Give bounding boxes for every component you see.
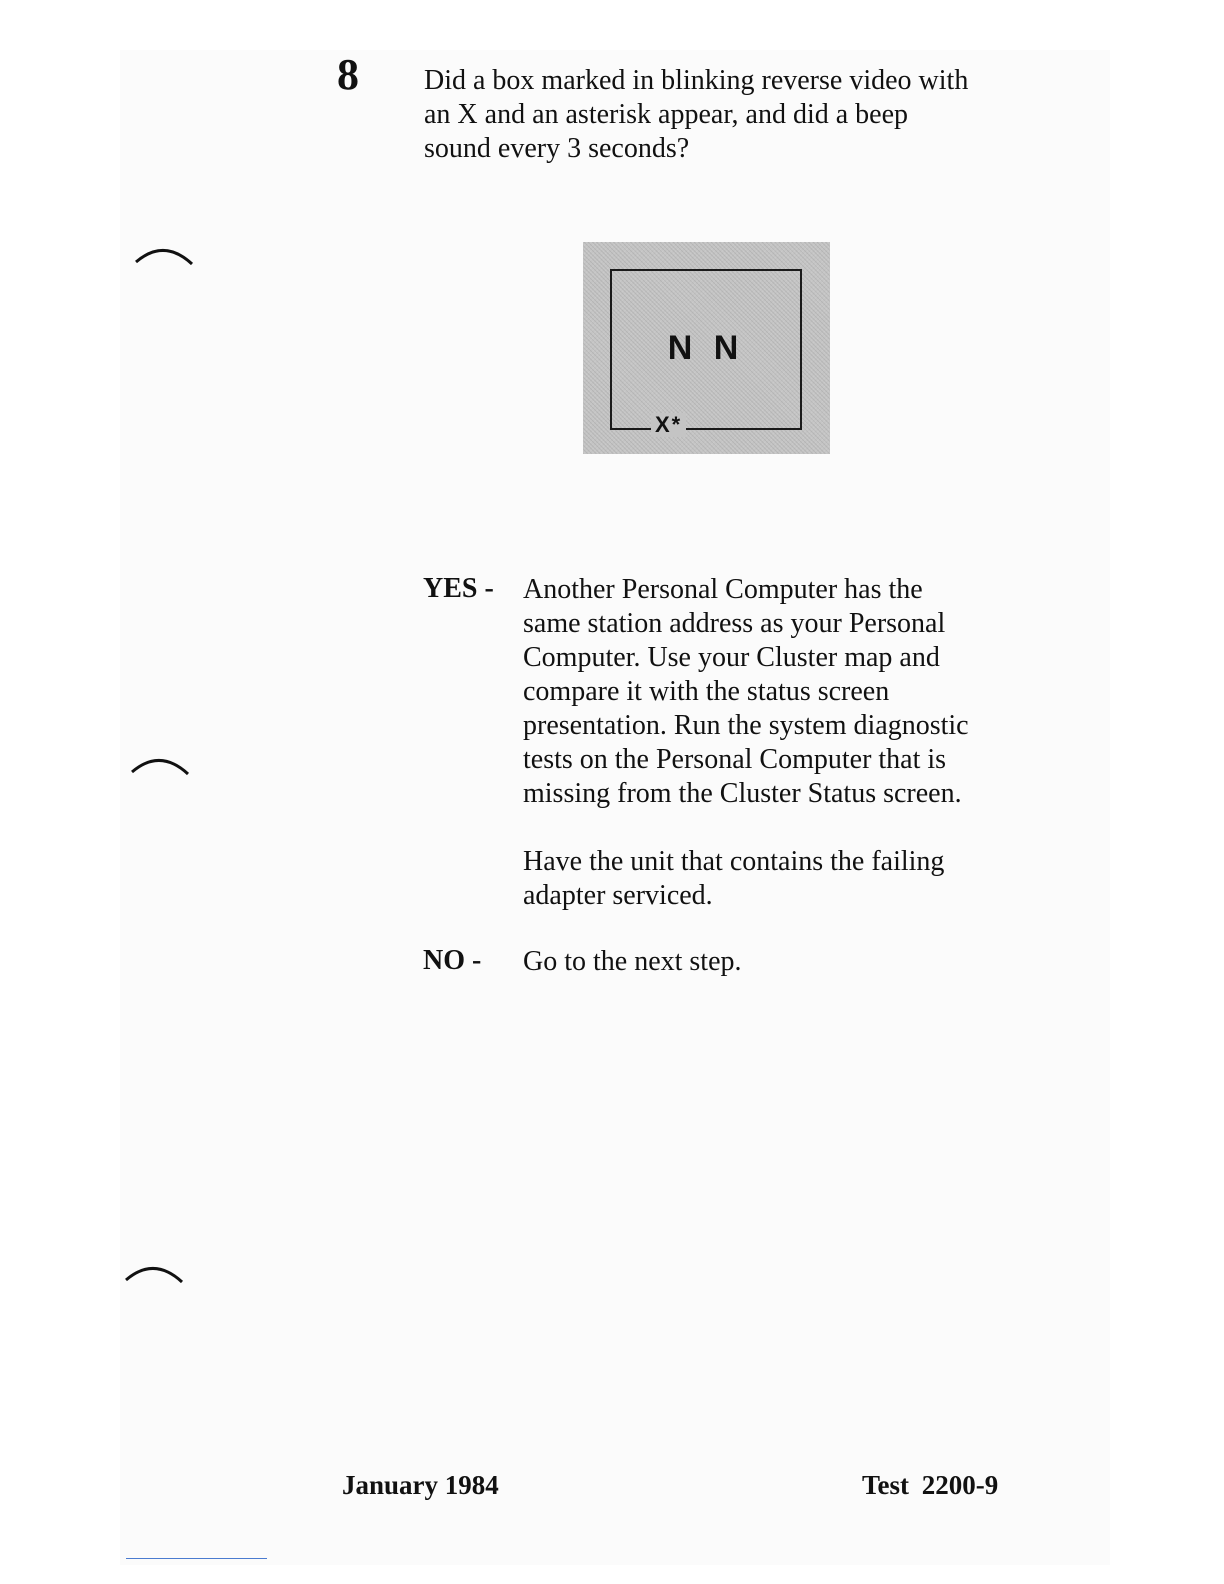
- reverse-video-box: [610, 269, 802, 430]
- footer-test-id: Test 2200-9: [862, 1470, 999, 1500]
- step-number: 8: [337, 50, 359, 99]
- x-asterisk-marker: X*: [651, 413, 686, 437]
- yes-line: compare it with the status screen: [523, 676, 890, 707]
- yes-answer-text: [523, 573, 1043, 913]
- bottom-rule: [126, 1558, 267, 1559]
- yes-line: presentation. Run the system diagnostic: [523, 710, 969, 741]
- no-line: Go to the next step.: [523, 946, 742, 977]
- step-question: [424, 64, 1064, 166]
- screen-illustration: [583, 242, 830, 454]
- screen-display-characters: N N: [667, 329, 745, 367]
- yes-label: YES -: [423, 573, 494, 604]
- yes-line: Have the unit that contains the failing: [523, 846, 945, 877]
- question-line: Did a box marked in blinking reverse video with: [424, 65, 969, 96]
- binder-hole-middle: [130, 750, 190, 780]
- yes-line: adapter serviced.: [523, 880, 713, 911]
- no-label: NO -: [423, 945, 482, 976]
- yes-line: same station address as your Personal: [523, 608, 946, 639]
- question-line: an X and an asterisk appear, and did a beep: [424, 99, 909, 130]
- no-answer-text: [523, 945, 1043, 979]
- yes-line: Another Personal Computer has the: [523, 574, 923, 605]
- footer-date: January 1984: [342, 1470, 499, 1500]
- binder-hole-top: [134, 240, 194, 270]
- yes-line: Computer. Use your Cluster map and: [523, 642, 940, 673]
- yes-line: missing from the Cluster Status screen.: [523, 778, 962, 809]
- question-line: sound every 3 seconds?: [424, 133, 690, 164]
- binder-hole-bottom: [124, 1258, 184, 1288]
- yes-line: tests on the Personal Computer that is: [523, 744, 947, 775]
